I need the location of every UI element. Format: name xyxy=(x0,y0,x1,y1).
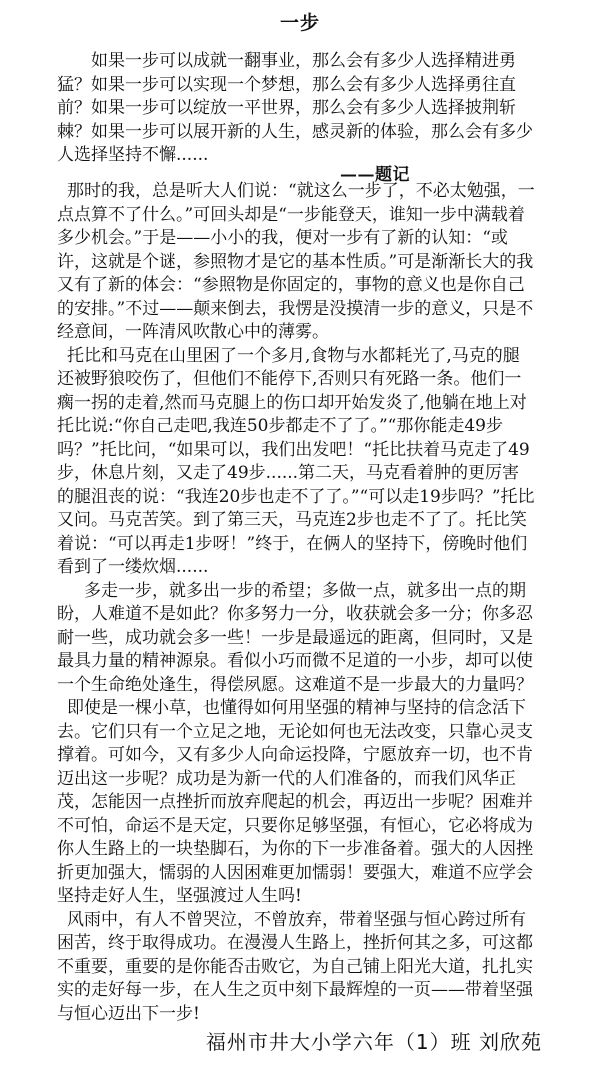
body-paragraph-3: 多走一步，就多出一步的希望；多做一点，就多出一点的期盼，人难道不是如此？你多努力一分，收获就会多一分；你多忍耐一些，成功就会多一些！一步是最遥远的距离，但同时，又是最具力量的精神源泉。看似小巧而微不足道的一小步，却可以使一个生命绝处逢生，得偿夙愿。这难道不是一步最大的力量吗？ xyxy=(57,580,533,695)
body-paragraph-1: 那时的我，总是听大人们说：“就这么一步了，不必太勉强，一点点算不了什么。”可回头却是“一步能登天，谁知一步中满载着多少机会。”于是——小小的我，便对一步有了新的认知：“或许，这就是个谜，参照物才是它的基本性质。”可是渐渐长大的我又有了新的体会：“参照物是你固定的，事物的意义也是你自己的安排。”不过——颠来倒去，我愣是没摸清一步的意义，只是不经意间，一阵清风吹散心中的薄雾。 xyxy=(57,181,535,342)
body-paragraph-2: 托比和马克在山里困了一个多月,食物与水都耗光了,马克的腿还被野狼咬伤了，但他们不能停下,否则只有死路一条。他们一瘸一拐的走着,然而马克腿上的伤口却开始发炎了,他躺在地上对托比说:“你自己走吧,我连50步都走不了了。”“那你能走49步吗？”托比问，“如果可以，我们出发吧！“托比扶着马克走了49步，休息片刻，又走了49步......第二天，马克看着肿的更厉害的腿沮丧的说：“我连20步也走不了了。”“可以走19步吗？”托比又问。马克苦笑。到了第三天，马克连2步也走不了了。托比笑着说：“可以再走1步呀！”终于，在俩人的坚持下，傍晚时他们看到了一缕炊烟...... xyxy=(57,345,535,577)
author-signature: 福州市井大小学六年（1）班 刘欣苑 xyxy=(205,1030,542,1054)
body-paragraph-4: 即使是一棵小草，也懂得如何用坚强的精神与坚持的信念活下去。它们只有一个立足之地，无论如何也无法改变，只靠心灵支撑着。可如今，又有多少人向命运投降，宁愿放弃一切，也不肯迈出这一步呢？成功是为新一代的人们准备的，而我们风华正茂，怎能因一点挫折而放弃爬起的机会，再迈出一步呢？困难并不可怕，命运不是天定，只要你足够坚强，有恒心，它必将成为你人生路上的一块垫脚石，为你的下一步准备着。强大的人因挫折更加强大，懦弱的人因困难更加懦弱！要强大，难道不应学会坚持走好人生，坚强渡过人生吗! xyxy=(57,698,533,906)
essay-body xyxy=(57,180,535,1026)
prologue-paragraph: 如果一步可以成就一翻事业，那么会有多少人选择精进勇猛？如果一步可以实现一个梦想，那么会有多少人选择勇往直前？如果一步可以绽放一平世界，那么会有多少人选择披荆斩棘？如果一步可以展开新的人生，感灵新的体验，那么会有多少人选择坚持不懈...... xyxy=(57,51,533,165)
essay-title: 一步 xyxy=(279,12,320,34)
prologue-attribution: ——题记 xyxy=(340,165,410,185)
body-paragraph-5: 风雨中，有人不曾哭泣，不曾放弃，带着坚强与恒心跨过所有困苦，终于取得成功。在漫漫人生路上，挫折何其之多，可这都不重要，重要的是你能否击败它，为自己铺上阳光大道，扎扎实实的走好每一步，在人生之页中刻下最辉煌的一页——带着坚强与恒心迈出下一步! xyxy=(57,909,533,1024)
